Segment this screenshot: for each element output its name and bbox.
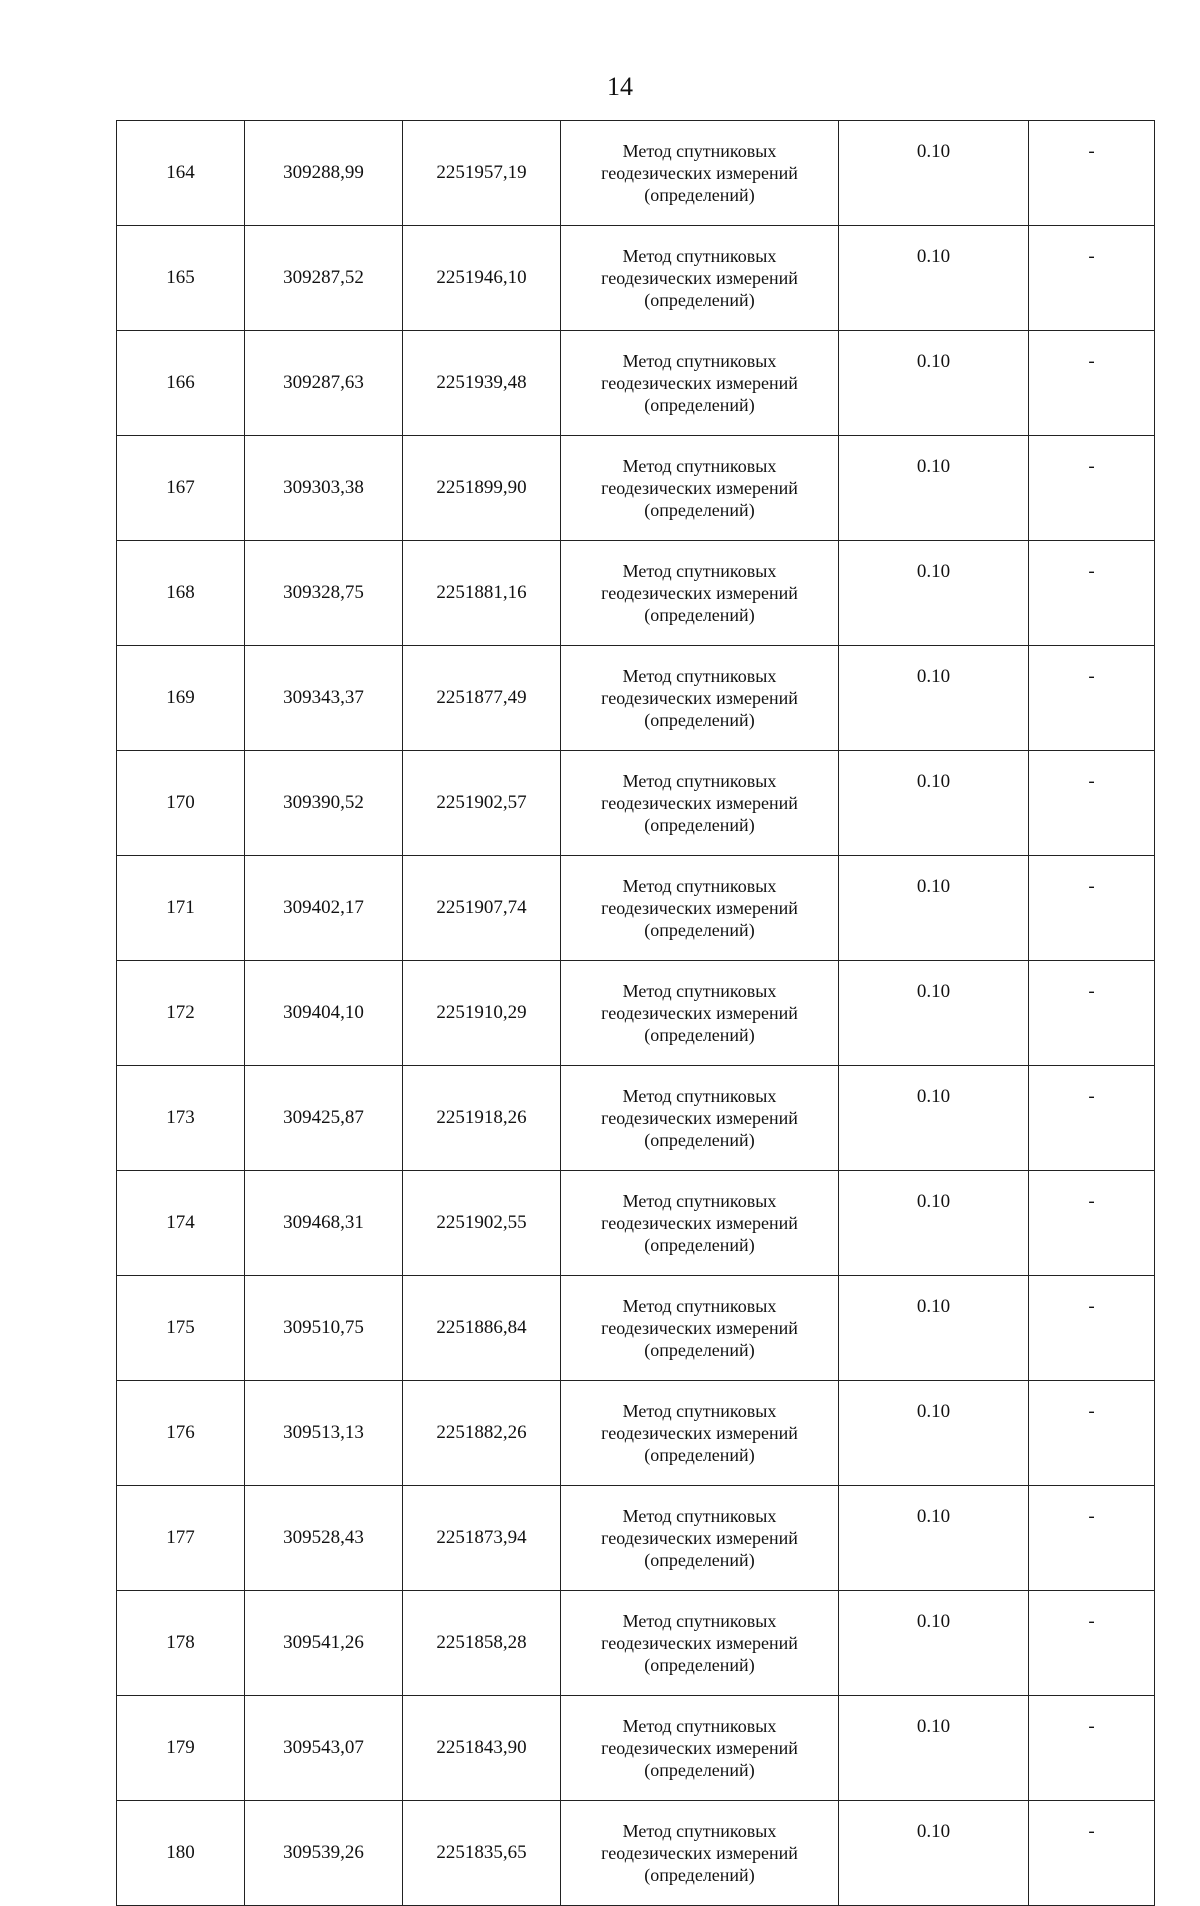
note-cell: - bbox=[1029, 1696, 1155, 1801]
method-line: геодезических измерений bbox=[601, 1423, 798, 1443]
method-line: геодезических измерений bbox=[601, 1108, 798, 1128]
point-number-cell: 165 bbox=[117, 226, 245, 331]
method-line: геодезических измерений bbox=[601, 1318, 798, 1338]
y-coordinate-cell: 2251886,84 bbox=[403, 1276, 561, 1381]
y-coordinate-cell: 2251902,55 bbox=[403, 1171, 561, 1276]
precision-cell: 0.10 bbox=[839, 1171, 1029, 1276]
point-number-cell: 174 bbox=[117, 1171, 245, 1276]
point-number-cell: 167 bbox=[117, 436, 245, 541]
method-cell bbox=[561, 1696, 839, 1801]
precision-cell: 0.10 bbox=[839, 751, 1029, 856]
y-coordinate-cell: 2251877,49 bbox=[403, 646, 561, 751]
x-coordinate-cell: 309404,10 bbox=[245, 961, 403, 1066]
x-coordinate-cell: 309390,52 bbox=[245, 751, 403, 856]
method-cell bbox=[561, 1801, 839, 1906]
precision-cell: 0.10 bbox=[839, 226, 1029, 331]
method-cell bbox=[561, 121, 839, 226]
y-coordinate-cell: 2251939,48 bbox=[403, 331, 561, 436]
method-line: (определений) bbox=[644, 395, 755, 415]
y-coordinate-cell: 2251873,94 bbox=[403, 1486, 561, 1591]
method-line: геодезических измерений bbox=[601, 1528, 798, 1548]
method-line: Метод спутниковых bbox=[622, 1506, 777, 1526]
method-line: геодезических измерений bbox=[601, 793, 798, 813]
method-line: (определений) bbox=[644, 1025, 755, 1045]
point-number-cell: 166 bbox=[117, 331, 245, 436]
method-line: геодезических измерений bbox=[601, 1003, 798, 1023]
point-number-cell: 175 bbox=[117, 1276, 245, 1381]
method-cell bbox=[561, 961, 839, 1066]
table-row bbox=[117, 1591, 1155, 1696]
method-cell bbox=[561, 1381, 839, 1486]
method-line: Метод спутниковых bbox=[622, 1611, 777, 1631]
method-cell bbox=[561, 1276, 839, 1381]
precision-cell: 0.10 bbox=[839, 331, 1029, 436]
note-cell: - bbox=[1029, 1276, 1155, 1381]
table-row bbox=[117, 1171, 1155, 1276]
method-line: Метод спутниковых bbox=[622, 771, 777, 791]
y-coordinate-cell: 2251918,26 bbox=[403, 1066, 561, 1171]
y-coordinate-cell: 2251907,74 bbox=[403, 856, 561, 961]
method-line: Метод спутниковых bbox=[622, 1191, 777, 1211]
method-line: (определений) bbox=[644, 1130, 755, 1150]
table-row bbox=[117, 961, 1155, 1066]
x-coordinate-cell: 309288,99 bbox=[245, 121, 403, 226]
table-row bbox=[117, 1276, 1155, 1381]
x-coordinate-cell: 309541,26 bbox=[245, 1591, 403, 1696]
note-cell: - bbox=[1029, 1801, 1155, 1906]
method-line: (определений) bbox=[644, 1760, 755, 1780]
y-coordinate-cell: 2251882,26 bbox=[403, 1381, 561, 1486]
method-cell bbox=[561, 646, 839, 751]
method-line: Метод спутниковых bbox=[622, 1086, 777, 1106]
note-cell: - bbox=[1029, 436, 1155, 541]
note-cell: - bbox=[1029, 226, 1155, 331]
table-row bbox=[117, 1381, 1155, 1486]
x-coordinate-cell: 309468,31 bbox=[245, 1171, 403, 1276]
method-line: (определений) bbox=[644, 815, 755, 835]
x-coordinate-cell: 309402,17 bbox=[245, 856, 403, 961]
method-line: Метод спутниковых bbox=[622, 246, 777, 266]
method-line: (определений) bbox=[644, 1550, 755, 1570]
note-cell: - bbox=[1029, 646, 1155, 751]
point-number-cell: 180 bbox=[117, 1801, 245, 1906]
method-line: Метод спутниковых bbox=[622, 1716, 777, 1736]
x-coordinate-cell: 309543,07 bbox=[245, 1696, 403, 1801]
method-line: Метод спутниковых bbox=[622, 456, 777, 476]
precision-cell: 0.10 bbox=[839, 1066, 1029, 1171]
x-coordinate-cell: 309328,75 bbox=[245, 541, 403, 646]
method-line: геодезических измерений bbox=[601, 688, 798, 708]
table-row bbox=[117, 856, 1155, 961]
method-cell bbox=[561, 436, 839, 541]
note-cell: - bbox=[1029, 1486, 1155, 1591]
note-cell: - bbox=[1029, 1591, 1155, 1696]
y-coordinate-cell: 2251902,57 bbox=[403, 751, 561, 856]
method-cell bbox=[561, 1486, 839, 1591]
note-cell: - bbox=[1029, 1066, 1155, 1171]
method-line: (определений) bbox=[644, 605, 755, 625]
note-cell: - bbox=[1029, 121, 1155, 226]
table-row bbox=[117, 646, 1155, 751]
point-number-cell: 171 bbox=[117, 856, 245, 961]
method-cell bbox=[561, 331, 839, 436]
precision-cell: 0.10 bbox=[839, 1801, 1029, 1906]
note-cell: - bbox=[1029, 541, 1155, 646]
method-line: Метод спутниковых bbox=[622, 141, 777, 161]
precision-cell: 0.10 bbox=[839, 1276, 1029, 1381]
precision-cell: 0.10 bbox=[839, 856, 1029, 961]
method-line: (определений) bbox=[644, 920, 755, 940]
y-coordinate-cell: 2251946,10 bbox=[403, 226, 561, 331]
point-number-cell: 178 bbox=[117, 1591, 245, 1696]
precision-cell: 0.10 bbox=[839, 436, 1029, 541]
method-line: геодезических измерений bbox=[601, 1738, 798, 1758]
precision-cell: 0.10 bbox=[839, 1381, 1029, 1486]
precision-cell: 0.10 bbox=[839, 1591, 1029, 1696]
table-row bbox=[117, 121, 1155, 226]
x-coordinate-cell: 309513,13 bbox=[245, 1381, 403, 1486]
method-line: геодезических измерений bbox=[601, 478, 798, 498]
note-cell: - bbox=[1029, 856, 1155, 961]
precision-cell: 0.10 bbox=[839, 646, 1029, 751]
x-coordinate-cell: 309510,75 bbox=[245, 1276, 403, 1381]
method-line: (определений) bbox=[644, 1340, 755, 1360]
y-coordinate-cell: 2251957,19 bbox=[403, 121, 561, 226]
table-body bbox=[117, 121, 1155, 1906]
table-row bbox=[117, 436, 1155, 541]
method-line: Метод спутниковых bbox=[622, 1296, 777, 1316]
method-line: геодезических измерений bbox=[601, 898, 798, 918]
method-line: Метод спутниковых bbox=[622, 351, 777, 371]
point-number-cell: 176 bbox=[117, 1381, 245, 1486]
point-number-cell: 169 bbox=[117, 646, 245, 751]
point-number-cell: 172 bbox=[117, 961, 245, 1066]
y-coordinate-cell: 2251843,90 bbox=[403, 1696, 561, 1801]
precision-cell: 0.10 bbox=[839, 961, 1029, 1066]
method-line: (определений) bbox=[644, 1865, 755, 1885]
method-line: Метод спутниковых bbox=[622, 981, 777, 1001]
note-cell: - bbox=[1029, 331, 1155, 436]
point-number-cell: 177 bbox=[117, 1486, 245, 1591]
table-row bbox=[117, 751, 1155, 856]
method-line: Метод спутниковых bbox=[622, 1821, 777, 1841]
method-line: Метод спутниковых bbox=[622, 561, 777, 581]
point-number-cell: 170 bbox=[117, 751, 245, 856]
note-cell: - bbox=[1029, 751, 1155, 856]
y-coordinate-cell: 2251881,16 bbox=[403, 541, 561, 646]
y-coordinate-cell: 2251910,29 bbox=[403, 961, 561, 1066]
method-line: (определений) bbox=[644, 1445, 755, 1465]
page-number: 14 bbox=[607, 72, 633, 101]
y-coordinate-cell: 2251858,28 bbox=[403, 1591, 561, 1696]
method-line: Метод спутниковых bbox=[622, 666, 777, 686]
table-row bbox=[117, 541, 1155, 646]
method-line: (определений) bbox=[644, 500, 755, 520]
method-cell bbox=[561, 226, 839, 331]
x-coordinate-cell: 309528,43 bbox=[245, 1486, 403, 1591]
table-row bbox=[117, 226, 1155, 331]
method-cell bbox=[561, 1591, 839, 1696]
table-row bbox=[117, 1486, 1155, 1591]
method-cell bbox=[561, 1171, 839, 1276]
x-coordinate-cell: 309539,26 bbox=[245, 1801, 403, 1906]
method-line: геодезических измерений bbox=[601, 1633, 798, 1653]
x-coordinate-cell: 309287,52 bbox=[245, 226, 403, 331]
method-line: геодезических измерений bbox=[601, 163, 798, 183]
method-cell bbox=[561, 751, 839, 856]
method-line: (определений) bbox=[644, 1655, 755, 1675]
method-line: Метод спутниковых bbox=[622, 1401, 777, 1421]
precision-cell: 0.10 bbox=[839, 1696, 1029, 1801]
method-cell bbox=[561, 856, 839, 961]
method-line: Метод спутниковых bbox=[622, 876, 777, 896]
method-line: геодезических измерений bbox=[601, 1213, 798, 1233]
precision-cell: 0.10 bbox=[839, 121, 1029, 226]
method-line: (определений) bbox=[644, 1235, 755, 1255]
method-line: (определений) bbox=[644, 710, 755, 730]
note-cell: - bbox=[1029, 961, 1155, 1066]
x-coordinate-cell: 309287,63 bbox=[245, 331, 403, 436]
point-number-cell: 179 bbox=[117, 1696, 245, 1801]
x-coordinate-cell: 309303,38 bbox=[245, 436, 403, 541]
point-number-cell: 164 bbox=[117, 121, 245, 226]
table-row bbox=[117, 1801, 1155, 1906]
y-coordinate-cell: 2251899,90 bbox=[403, 436, 561, 541]
coordinates-table bbox=[116, 120, 1155, 1906]
method-line: геодезических измерений bbox=[601, 1843, 798, 1863]
method-line: (определений) bbox=[644, 185, 755, 205]
precision-cell: 0.10 bbox=[839, 541, 1029, 646]
table-row bbox=[117, 1066, 1155, 1171]
method-line: геодезических измерений bbox=[601, 268, 798, 288]
method-cell bbox=[561, 541, 839, 646]
x-coordinate-cell: 309425,87 bbox=[245, 1066, 403, 1171]
method-line: геодезических измерений bbox=[601, 583, 798, 603]
precision-cell: 0.10 bbox=[839, 1486, 1029, 1591]
point-number-cell: 168 bbox=[117, 541, 245, 646]
point-number-cell: 173 bbox=[117, 1066, 245, 1171]
table-row bbox=[117, 331, 1155, 436]
method-line: (определений) bbox=[644, 290, 755, 310]
note-cell: - bbox=[1029, 1381, 1155, 1486]
y-coordinate-cell: 2251835,65 bbox=[403, 1801, 561, 1906]
note-cell: - bbox=[1029, 1171, 1155, 1276]
x-coordinate-cell: 309343,37 bbox=[245, 646, 403, 751]
table-row bbox=[117, 1696, 1155, 1801]
method-cell bbox=[561, 1066, 839, 1171]
method-line: геодезических измерений bbox=[601, 373, 798, 393]
